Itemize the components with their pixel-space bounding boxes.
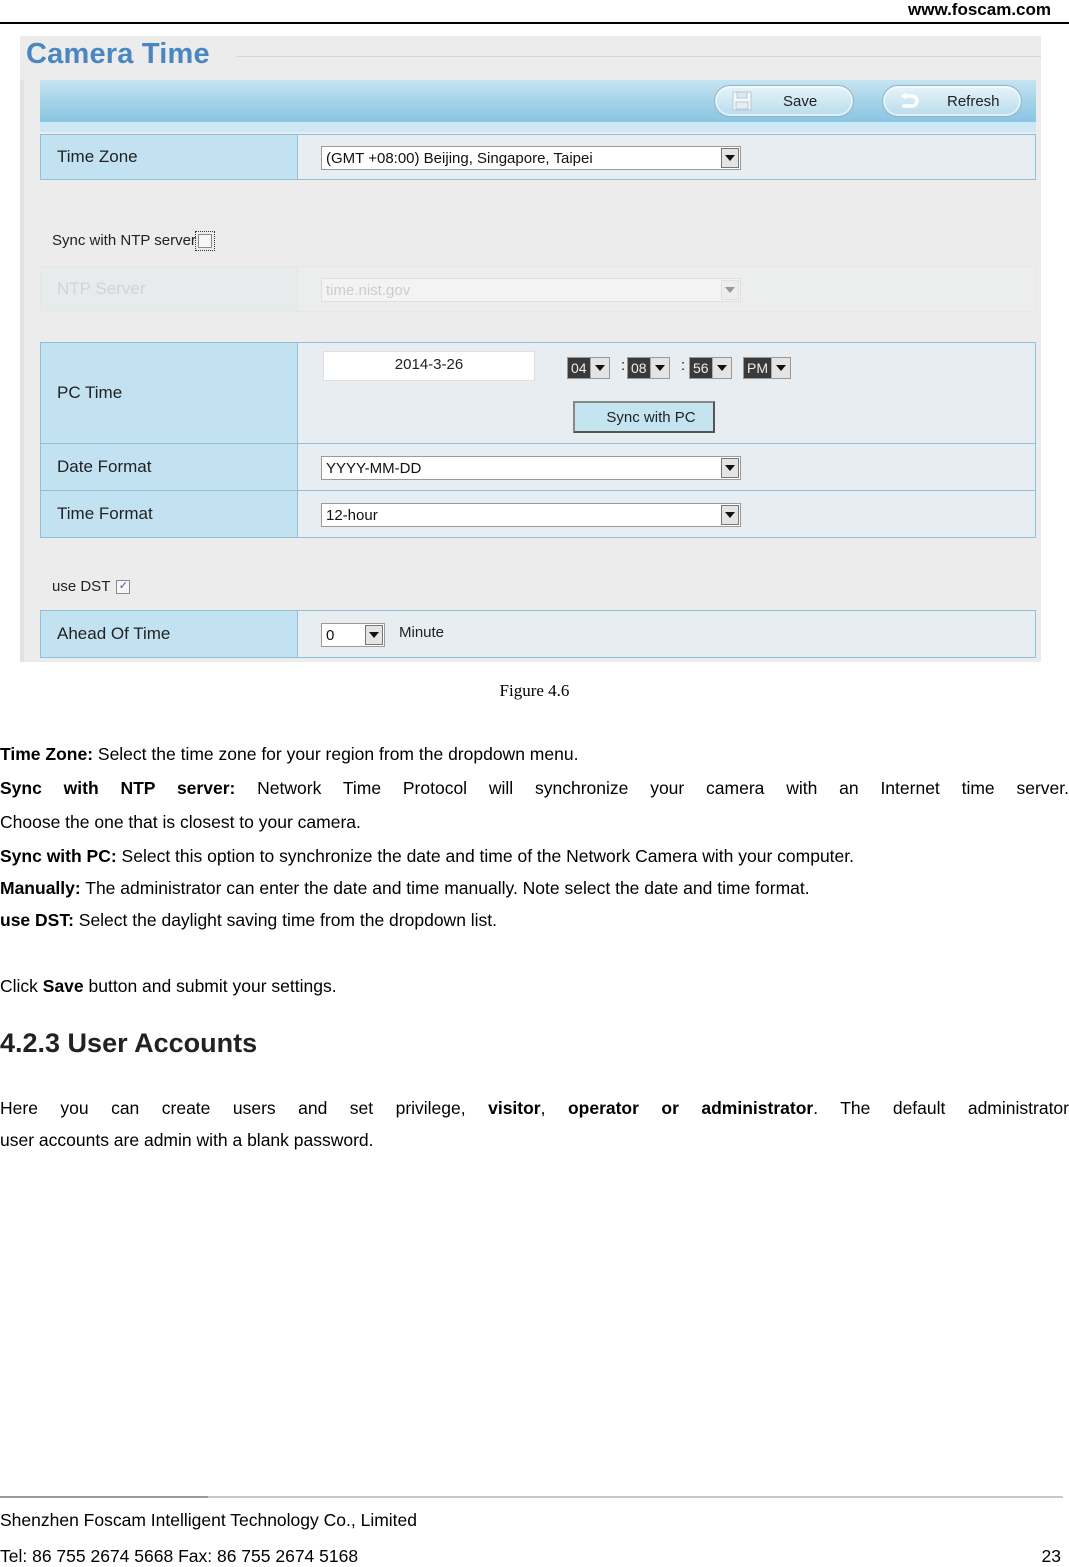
chevron-down-icon — [721, 280, 739, 300]
desc-term: use DST: — [0, 910, 74, 930]
sync-with-pc-button[interactable]: Sync with PC — [573, 401, 715, 433]
date-format-value: YYYY-MM-DD — [326, 459, 422, 477]
chevron-down-icon — [712, 358, 731, 378]
toolbar-bottom-strip — [40, 122, 1036, 132]
header-rule — [0, 22, 1069, 24]
time-zone-row — [40, 134, 1036, 180]
desc-use-dst — [0, 908, 1069, 932]
time-zone-value: (GMT +08:00) Beijing, Singapore, Taipei — [326, 149, 593, 167]
date-format-select[interactable] — [321, 456, 741, 480]
chevron-down-icon — [721, 505, 739, 525]
save-button[interactable] — [714, 85, 854, 117]
refresh-arrow-icon — [899, 91, 921, 111]
desc-term: Sync with PC: — [0, 846, 117, 866]
section-paragraph — [0, 1096, 1069, 1120]
footer-contact: Tel: 86 755 2674 5668 Fax: 86 755 2674 5168 — [0, 1546, 359, 1566]
page-number: 23 — [1041, 1546, 1061, 1566]
section-heading: 4.2.3 User Accounts — [0, 1028, 258, 1058]
time-zone-select[interactable] — [321, 146, 741, 170]
ntp-sync-option — [52, 232, 212, 249]
time-format-select[interactable] — [321, 503, 741, 527]
chevron-down-icon — [721, 148, 739, 168]
desc-term: Sync with NTP server: — [0, 778, 236, 798]
desc-time-zone — [0, 742, 1069, 766]
save-note-bold: Save — [42, 976, 84, 996]
save-note-pre: Click — [0, 976, 43, 996]
refresh-label: Refresh — [947, 92, 1000, 110]
hour-select[interactable] — [567, 357, 610, 379]
section-paragraph-cont: user accounts are admin with a blank password. — [0, 1130, 374, 1150]
desc-text: Select the daylight saving time from the dropdown list. — [73, 910, 498, 930]
ntp-server-value: time.nist.gov — [326, 281, 411, 299]
date-format-label: Date Format — [41, 444, 298, 490]
chevron-down-icon — [590, 358, 609, 378]
minute-select[interactable] — [627, 357, 670, 379]
desc-ntp — [0, 776, 1069, 800]
site-url: www.foscam.com — [908, 0, 1051, 19]
second-select[interactable] — [689, 357, 732, 379]
save-note-post: button and submit your settings. — [83, 976, 337, 996]
para-bold-roles: operator or administrator — [567, 1098, 814, 1118]
chevron-down-icon — [365, 625, 383, 645]
time-separator: : — [621, 357, 626, 374]
desc-text: Select the time zone for your region from the dropdown menu. — [93, 744, 579, 764]
ampm-value: PM — [744, 358, 771, 378]
time-separator: : — [681, 357, 686, 374]
para-bold-visitor: visitor — [488, 1098, 541, 1118]
ntp-server-label: NTP Server — [41, 267, 298, 311]
footer-company: Shenzhen Foscam Intelligent Technology Co., Limited — [0, 1510, 418, 1530]
use-dst-option — [52, 578, 130, 595]
use-dst-label: use DST — [52, 578, 111, 595]
desc-text: The administrator can enter the date and time manually. Note select the date and time format. — [80, 878, 810, 898]
pc-date-input[interactable]: 2014-3-26 — [323, 351, 535, 381]
time-zone-label: Time Zone — [41, 135, 298, 179]
pc-time-row — [40, 342, 1036, 444]
para-text: . The default administrator — [813, 1098, 1069, 1118]
camera-time-figure — [20, 36, 1041, 662]
ntp-sync-label: Sync with NTP server — [52, 232, 196, 249]
chevron-down-icon — [721, 458, 739, 478]
page-header — [0, 0, 1069, 24]
chevron-down-icon — [771, 358, 790, 378]
ampm-select[interactable] — [743, 357, 791, 379]
minute-unit-label: Minute — [399, 624, 445, 641]
save-note — [0, 974, 1069, 998]
second-value: 56 — [690, 358, 712, 378]
para-text: , — [540, 1098, 568, 1118]
footer-rule-accent — [0, 1496, 208, 1498]
figure-caption: Figure 4.6 — [499, 681, 570, 700]
para-text: Here you can create users and set privilege, — [0, 1098, 489, 1118]
desc-term: Time Zone: — [0, 744, 94, 764]
time-format-label: Time Format — [41, 491, 298, 537]
minute-value: 08 — [628, 358, 650, 378]
pc-time-label: PC Time — [41, 343, 298, 443]
desc-text: Network Time Protocol will synchronize your camera with an Internet time server. — [235, 778, 1069, 798]
ahead-of-time-select[interactable] — [321, 623, 385, 647]
toolbar — [40, 80, 1036, 122]
ntp-server-select[interactable] — [321, 278, 741, 302]
ntp-sync-checkbox[interactable] — [198, 234, 212, 248]
panel-title: Camera Time — [26, 38, 210, 70]
refresh-button[interactable] — [882, 85, 1022, 117]
ahead-of-time-value: 0 — [326, 626, 335, 644]
chevron-down-icon — [650, 358, 669, 378]
panel-edge — [20, 80, 24, 662]
date-format-row — [40, 444, 1036, 491]
desc-text: Select this option to synchronize the date and time of the Network Camera with your computer. — [116, 846, 855, 866]
time-format-row — [40, 491, 1036, 538]
desc-manually — [0, 876, 1069, 900]
ahead-of-time-label: Ahead Of Time — [41, 611, 298, 657]
hour-value: 04 — [568, 358, 590, 378]
ntp-server-row — [40, 266, 1036, 312]
ahead-of-time-row — [40, 610, 1036, 658]
save-label: Save — [783, 92, 818, 110]
title-rule — [236, 56, 1041, 57]
time-format-value: 12-hour — [326, 506, 378, 524]
floppy-disk-icon — [731, 91, 753, 111]
use-dst-checkbox[interactable]: ✓ — [116, 580, 130, 594]
desc-sync-pc — [0, 844, 1069, 868]
desc-term: Manually: — [0, 878, 81, 898]
desc-ntp-cont: Choose the one that is closest to your camera. — [0, 812, 361, 832]
